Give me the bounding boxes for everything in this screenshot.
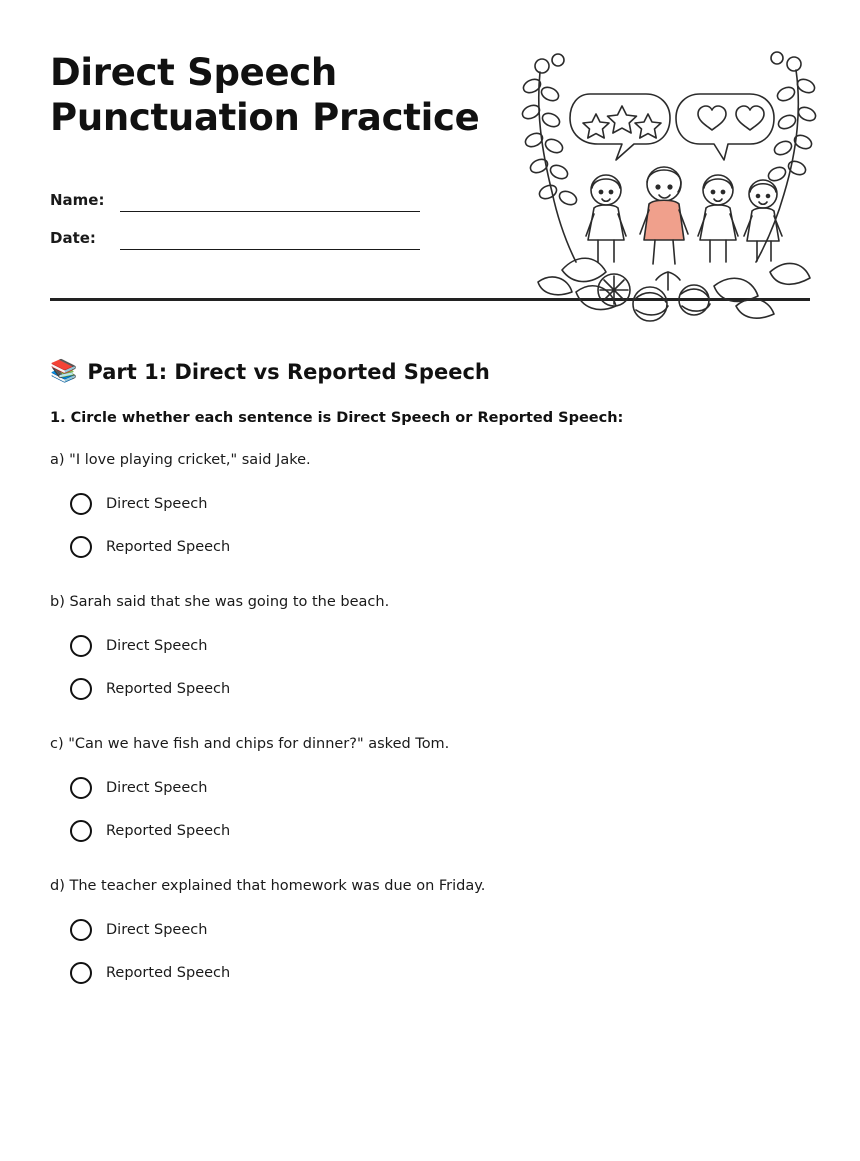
part-1-section xyxy=(50,360,810,994)
page-title-line-1: Direct Speech xyxy=(50,51,337,94)
question-c-option-reported[interactable] xyxy=(60,809,810,852)
children-talking-illustration-icon xyxy=(518,42,818,327)
radio-bubble-icon[interactable] xyxy=(70,678,92,700)
option-label: Reported Speech xyxy=(106,538,231,555)
radio-bubble-icon[interactable] xyxy=(70,820,92,842)
option-label: Direct Speech xyxy=(106,779,208,796)
question-c-text: c) "Can we have fish and chips for dinner?" asked Tom. xyxy=(50,736,450,752)
radio-bubble-icon[interactable] xyxy=(70,493,92,515)
question-d-option-reported[interactable] xyxy=(60,951,810,994)
radio-bubble-icon[interactable] xyxy=(70,777,92,799)
question-a-option-reported[interactable] xyxy=(60,525,810,568)
question-d-option-direct[interactable] xyxy=(60,908,810,951)
option-label: Direct Speech xyxy=(106,921,208,938)
part-1-instruction: 1. Circle whether each sentence is Direct Speech or Reported Speech: xyxy=(50,410,624,426)
books-icon: 📚 xyxy=(50,359,78,384)
radio-bubble-icon[interactable] xyxy=(70,919,92,941)
question-b-options xyxy=(60,624,810,710)
date-input-line[interactable] xyxy=(120,228,420,250)
question-a-text: a) "I love playing cricket," said Jake. xyxy=(50,452,311,468)
page-title-line-2: Punctuation Practice xyxy=(50,96,480,140)
worksheet-header xyxy=(50,34,810,334)
part-1-heading xyxy=(50,360,810,384)
radio-bubble-icon[interactable] xyxy=(70,962,92,984)
option-label: Reported Speech xyxy=(106,822,231,839)
radio-bubble-icon[interactable] xyxy=(70,635,92,657)
name-label: Name: xyxy=(50,191,105,210)
name-input-line[interactable] xyxy=(120,190,420,212)
date-label: Date: xyxy=(50,229,96,248)
option-label: Direct Speech xyxy=(106,495,208,512)
question-c-options xyxy=(60,766,810,852)
question-c-option-direct[interactable] xyxy=(60,766,810,809)
question-b-option-reported[interactable] xyxy=(60,667,810,710)
option-label: Direct Speech xyxy=(106,637,208,654)
question-a-option-direct[interactable] xyxy=(60,482,810,525)
page-title xyxy=(50,34,520,140)
part-1-heading-text: Part 1: Direct vs Reported Speech xyxy=(87,360,490,384)
question-b-option-direct[interactable] xyxy=(60,624,810,667)
question-b-text: b) Sarah said that she was going to the beach. xyxy=(50,594,390,610)
question-d-options xyxy=(60,908,810,994)
radio-bubble-icon[interactable] xyxy=(70,536,92,558)
question-a-options xyxy=(60,482,810,568)
option-label: Reported Speech xyxy=(106,680,231,697)
option-label: Reported Speech xyxy=(106,964,231,981)
question-d-text: d) The teacher explained that homework was due on Friday. xyxy=(50,878,486,894)
